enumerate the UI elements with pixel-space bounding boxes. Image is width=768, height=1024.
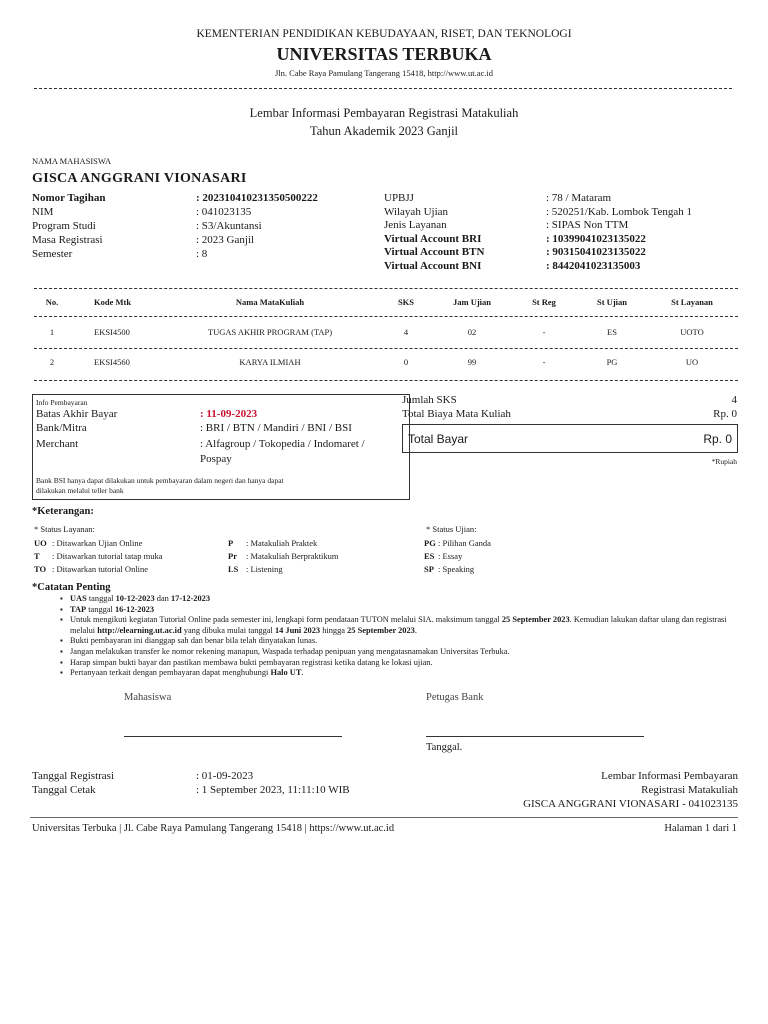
info-value: : 041023135 (196, 206, 252, 218)
legend-desc: : Pilihan Ganda (438, 538, 491, 548)
info-value: : S3/Akuntansi (196, 220, 262, 232)
info-label: Program Studi (32, 220, 96, 232)
legend-desc: : Ditawarkan Ujian Online (52, 538, 143, 548)
info-value: : 2023 Ganjil (196, 234, 255, 246)
table-cell: 99 (467, 357, 477, 367)
legend-code: Pr (228, 551, 237, 561)
university-address: Jln. Cabe Raya Pamulang Tangerang 15418, http://www.ut.ac.id (274, 68, 493, 78)
table-header-cell: No. (45, 297, 59, 307)
info-value: : 90315041023135022 (546, 246, 646, 259)
table-row-divider (34, 348, 738, 349)
table-cell: - (542, 327, 546, 337)
merchant-value: : Alfagroup / Tokopedia / Indomaret / (200, 438, 365, 450)
merchant-value-cont: Pospay (200, 453, 232, 465)
academic-year: Tahun Akademik 2023 Ganjil (309, 124, 459, 138)
deadline-label: Batas Akhir Bayar (36, 408, 118, 420)
legend-code: T (34, 551, 40, 561)
payment-box-title: Info Pembayaran (36, 398, 88, 407)
legend-desc: : Ditawarkan tutorial tatap muka (52, 551, 163, 561)
info-value: : SIPAS Non TTM (546, 219, 629, 232)
bank-officer-signature-label: Petugas Bank (426, 692, 484, 703)
important-notes-list (70, 594, 740, 679)
note-tap: ▪ TAP tanggal 16-12-2023 (70, 605, 740, 616)
table-header-cell: Jam Ujian (452, 297, 491, 307)
table-cell: 0 (403, 357, 409, 367)
total-payment-label: Total Bayar (408, 432, 469, 446)
table-cell: KARYA ILMIAH (239, 357, 301, 367)
table-top-divider (34, 288, 738, 289)
student-signature-label: Mahasiswa (124, 692, 172, 703)
table-header-cell: St Layanan (671, 297, 713, 307)
bank-officer-signature-line (426, 736, 644, 737)
total-payment-value: Rp. 0 (703, 432, 732, 446)
legend-code: ES (424, 551, 435, 561)
table-cell: ES (607, 327, 617, 337)
info-value: : 10399041023135022 (546, 232, 646, 245)
merchant-label: Merchant (36, 438, 79, 450)
info-value: : 8 (196, 248, 208, 260)
bank-label: Bank/Mitra (36, 422, 87, 434)
ministry-name: KEMENTERIAN PENDIDIKAN KEBUDAYAAN, RISET, DAN TEKNOLOGI (196, 28, 572, 40)
info-label: Virtual Account BNI (384, 260, 482, 272)
total-sks-label: Jumlah SKS (402, 394, 457, 406)
info-value: : 8442041023135003 (546, 260, 641, 272)
note-keep-receipt: ▪ Harap simpan bukti bayar dan pastikan membawa bukti pembayaran registrasi ketika datang ke lokasi ujian. (70, 658, 740, 669)
legend-desc: : Speaking (438, 564, 475, 574)
footer-doc-title: Lembar Informasi Pembayaran (601, 770, 738, 782)
print-date-label: Tanggal Cetak (32, 784, 96, 796)
table-cell: 4 (403, 327, 409, 337)
table-cell: PG (606, 357, 618, 367)
notes-heading: *Catatan Penting (32, 582, 111, 593)
note-uas: ▪ UAS tanggal 10-12-2023 dan 17-12-2023 (70, 594, 740, 605)
table-bottom-divider (34, 380, 738, 381)
registration-date-label: Tanggal Registrasi (32, 770, 115, 782)
info-label: Virtual Account BRI (384, 232, 482, 245)
table-header-cell: St Ujian (597, 297, 627, 307)
info-value: : 202310410231350500222 (196, 192, 318, 204)
legend-code: TO (34, 564, 47, 574)
total-sks-value: 4 (731, 394, 737, 406)
table-cell: EKSI4500 (94, 327, 130, 337)
legend-code: UO (34, 538, 47, 548)
deadline-value: : 11-09-2023 (200, 408, 258, 420)
header-divider (34, 88, 732, 89)
bank-value: : BRI / BTN / Mandiri / BNI / BSI (200, 422, 352, 434)
student-name: GISCA ANGGRANI VIONASARI (32, 171, 247, 186)
info-label: Masa Registrasi (32, 234, 103, 246)
info-label: Wilayah Ujian (384, 205, 449, 218)
legend-desc: : Essay (438, 551, 463, 561)
table-cell: UOTO (680, 327, 704, 337)
legend-code: SP (424, 564, 434, 574)
service-status-title: * Status Layanan: (34, 524, 95, 534)
bsi-note-2: dilakukan melalui teller bank (36, 486, 124, 495)
info-value: : 78 / Mataram (546, 192, 612, 204)
info-label: Nomor Tagihan (32, 192, 106, 204)
footer-doc-subtitle: Registrasi Matakuliah (641, 784, 738, 796)
legend-desc: : Listening (246, 564, 283, 574)
legend-code: PG (424, 538, 436, 548)
print-date-value: : 1 September 2023, 11:11:10 WIB (196, 784, 350, 796)
student-name-label: NAMA MAHASISWA (32, 156, 112, 166)
legend-desc: : Matakuliah Berpraktikum (246, 551, 339, 561)
note-tuton: ▪ Untuk mengikuti kegiatan Tutorial Online pada semester ini, lengkapi form pendataan TUTON melalui SIA. maksimum tanggal 25 September 2023. Kemudian lakukan daftar ulang dan registrasi melalui http://elearning.ut.ac.id yang dibuka mulai tanggal 14 Juni 2023 hingga 25 September 2023. (70, 615, 740, 636)
info-label: Virtual Account BTN (384, 246, 485, 259)
info-label: NIM (32, 206, 54, 218)
legend-desc: : Matakuliah Praktek (246, 538, 318, 548)
table-cell: EKSI4560 (94, 357, 130, 367)
page-number: Halaman 1 dari 1 (664, 823, 737, 834)
course-cost-label: Total Biaya Mata Kuliah (402, 408, 511, 420)
note-fraud-warning: ▪ Jangan melakukan transfer ke nomor rekening manapun, Waspada terhadap penipuan yang mengatasnamakan Universitas Terbuka. (70, 647, 740, 658)
legend-code: P (228, 538, 234, 548)
page-footer-line (30, 817, 738, 818)
table-cell: 2 (49, 357, 55, 367)
bsi-note-1: Bank BSI hanya dapat dilakukan untuk pembayaran dalam negeri dan hanya dapat (36, 476, 284, 485)
exam-status-title: * Status Ujian: (426, 524, 477, 534)
elearning-link[interactable]: http://elearning.ut.ac.id (97, 625, 182, 635)
table-header-cell: St Reg (532, 297, 556, 307)
table-cell: - (542, 357, 546, 367)
table-cell: 02 (467, 327, 477, 337)
page-footer-address: Universitas Terbuka | Jl. Cabe Raya Pamulang Tangerang 15418 | https://www.ut.ac.id (32, 823, 395, 834)
table-header-cell: Nama MataKuliah (235, 297, 305, 307)
table-header-cell: SKS (397, 297, 415, 307)
legend-desc: : Ditawarkan tutorial Online (52, 564, 149, 574)
legend-heading: *Keterangan: (32, 506, 94, 517)
note-contact: ▪ Pertanyaan terkait dengan pembayaran dapat menghubungi Halo UT. (70, 668, 740, 679)
currency-note: *Rupiah (711, 457, 737, 466)
info-label: Jenis Layanan (384, 219, 447, 232)
legend-code: LS (228, 564, 239, 574)
document-title: Lembar Informasi Pembayaran Registrasi Matakuliah (249, 106, 519, 120)
table-cell: 1 (49, 327, 55, 337)
registration-date-value: : 01-09-2023 (196, 770, 254, 782)
footer-student-id: GISCA ANGGRANI VIONASARI - 041023135 (523, 798, 738, 810)
signature-date-label: Tanggal. (426, 742, 463, 753)
student-signature-line (124, 736, 342, 737)
note-valid-receipt: ▪ Bukti pembayaran ini dianggap sah dan benar bila telah dinyatakan lunas. (70, 636, 740, 647)
table-header-divider (34, 316, 738, 317)
info-label: UPBJJ (384, 192, 414, 204)
table-cell: TUGAS AKHIR PROGRAM (TAP) (207, 327, 333, 337)
info-label: Semester (32, 248, 73, 260)
table-header-cell: Kode Mtk (94, 297, 132, 307)
info-value: : 520251/Kab. Lombok Tengah 1 (546, 205, 692, 218)
table-cell: UO (685, 357, 699, 367)
university-name: UNIVERSITAS TERBUKA (276, 44, 492, 64)
course-cost-value: Rp. 0 (713, 408, 737, 420)
